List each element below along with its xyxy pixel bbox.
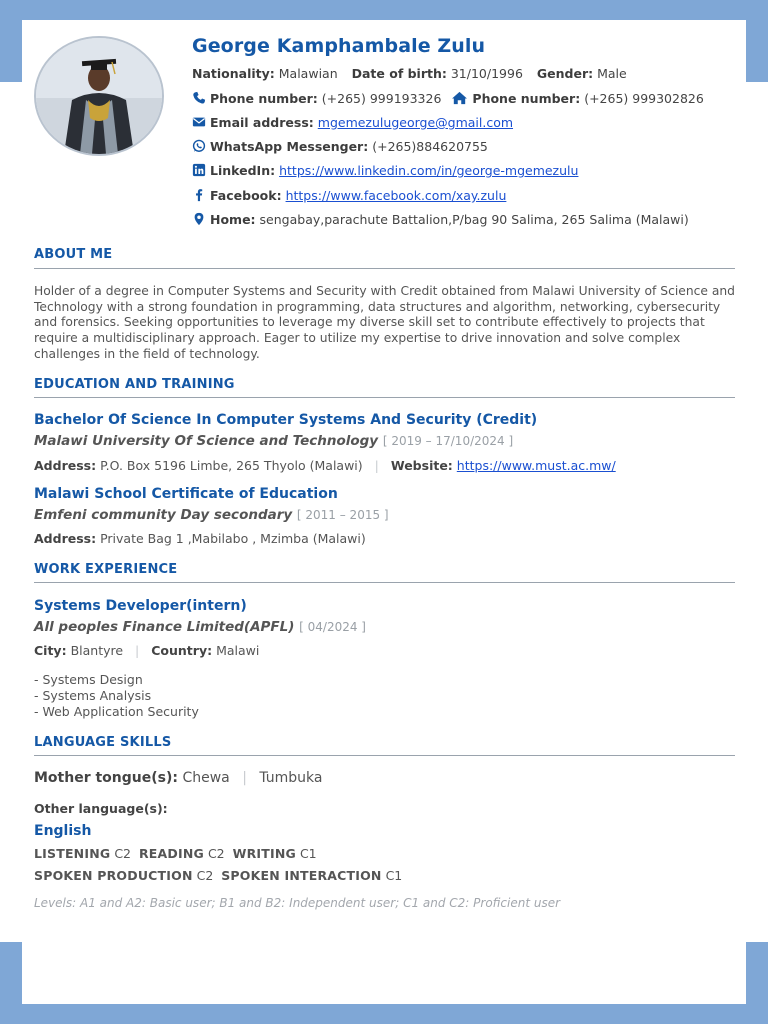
separator: | [374, 458, 379, 473]
company-line [34, 619, 366, 635]
certificate-title: Malawi School Certificate of Education [34, 486, 338, 502]
whatsapp-value: (+265)884620755 [372, 139, 488, 154]
school-name: Emfeni community Day secondary [34, 507, 293, 523]
school-address-row [34, 531, 366, 546]
address-value: P.O. Box 5196 Limbe, 265 Thyolo (Malawi) [100, 458, 363, 473]
institution-address-row [34, 458, 616, 473]
about-text: Holder of a degree in Computer Systems and Security with Credit obtained from Malawi University of Science and Technology with a strong foundation in programming, data structures and algorithm, networking, cybersecurity and forensics. Seeking opportunities to leverage my diverse skill set to contribute effectively to projects that require a multidisciplinary approach. Eager to utilize my expertise to drive innovation and solve complex challenges in the field of technology. [34, 284, 735, 361]
website-link[interactable]: https://www.must.ac.mw/ [456, 458, 616, 473]
work-heading: WORK EXPERIENCE [34, 562, 178, 577]
levels-note: Levels: A1 and A2: Basic user; B1 and B2: Independent user; C1 and C2: Proficient user [34, 896, 561, 910]
comprehension-skills-row [34, 846, 317, 861]
facebook-row [192, 188, 506, 203]
company-name: All peoples Finance Limited(APFL) [34, 619, 295, 635]
linkedin-label: LinkedIn: [210, 163, 276, 178]
facebook-link[interactable]: https://www.facebook.com/xay.zulu [285, 188, 507, 203]
list-item: - Systems Analysis [34, 688, 152, 703]
degree-dates: [ 2019 – 17/10/2024 ] [382, 434, 514, 448]
mother-tongue-2: Tumbuka [259, 770, 323, 786]
dob-label: Date of birth: [351, 66, 447, 81]
country-value: Malawi [216, 643, 260, 658]
separator: | [242, 770, 247, 786]
school-line [34, 507, 389, 523]
phone-1-label: Phone number: [210, 91, 318, 106]
address-value: Private Bag 1 ,Mabilabo , Mzimba (Malawi) [100, 531, 366, 546]
email-row [192, 115, 513, 130]
phone-icon [192, 91, 206, 105]
facebook-icon [192, 188, 206, 202]
nationality-value: Malawian [278, 66, 338, 81]
dob-value: 31/10/1996 [450, 66, 523, 81]
about-divider [34, 268, 735, 269]
gender-value: Male [597, 66, 627, 81]
reading-level: C2 [207, 846, 225, 861]
phone-row [192, 91, 704, 106]
job-dates: [ 04/2024 ] [299, 620, 366, 634]
listening-label: LISTENING [34, 846, 111, 861]
other-language-name: English [34, 823, 92, 839]
home-row [192, 212, 689, 227]
linkedin-link[interactable]: https://www.linkedin.com/in/george-mgemezulu [279, 163, 579, 178]
resume-page [22, 20, 746, 1004]
location-pin-icon [192, 212, 206, 226]
city-label: City: [34, 643, 67, 658]
personal-details-row [192, 66, 627, 81]
other-language-label: Other language(s): [34, 801, 168, 816]
website-label: Website: [390, 458, 453, 473]
list-item: - Web Application Security [34, 704, 199, 719]
writing-level: C1 [299, 846, 317, 861]
spoken-interaction-level: C1 [385, 868, 403, 883]
candidate-name: George Kamphambale Zulu [192, 35, 486, 57]
home-phone-icon [451, 91, 468, 105]
job-title: Systems Developer(intern) [34, 598, 247, 614]
city-value: Blantyre [70, 643, 124, 658]
language-divider [34, 755, 735, 756]
home-label: Home: [210, 212, 256, 227]
address-label: Address: [34, 458, 97, 473]
mother-tongue-1: Chewa [182, 770, 230, 786]
envelope-icon [192, 115, 206, 129]
email-link[interactable]: mgemezulugeorge@gmail.com [317, 115, 514, 130]
left-margin [0, 82, 22, 942]
gender-label: Gender: [536, 66, 594, 81]
institution-line [34, 433, 513, 449]
whatsapp-label: WhatsApp Messenger: [210, 139, 369, 154]
work-divider [34, 582, 735, 583]
phone-2-value: (+265) 999302826 [584, 91, 704, 106]
separator: | [135, 643, 140, 658]
spoken-production-level: C2 [196, 868, 214, 883]
listening-level: C2 [114, 846, 131, 861]
writing-label: WRITING [232, 846, 296, 861]
school-dates: [ 2011 – 2015 ] [296, 508, 389, 522]
right-margin [746, 82, 768, 942]
spoken-interaction-label: SPOKEN INTERACTION [221, 868, 382, 883]
about-heading: ABOUT ME [34, 247, 113, 262]
degree-title: Bachelor Of Science In Computer Systems And Security (Credit) [34, 412, 538, 428]
linkedin-row [192, 163, 578, 178]
job-duties-list [34, 672, 199, 720]
phone-2-label: Phone number: [472, 91, 581, 106]
whatsapp-row [192, 139, 488, 154]
address-label: Address: [34, 531, 97, 546]
phone-1-value: (+265) 999193326 [321, 91, 442, 106]
mother-tongue-label: Mother tongue(s): [34, 770, 178, 786]
spoken-production-label: SPOKEN PRODUCTION [34, 868, 193, 883]
reading-label: READING [138, 846, 204, 861]
institution-name: Malawi University Of Science and Technology [34, 433, 379, 449]
whatsapp-icon [192, 139, 206, 153]
spoken-skills-row [34, 868, 402, 883]
facebook-label: Facebook: [210, 188, 282, 203]
email-label: Email address: [210, 115, 314, 130]
home-value: sengabay,parachute Battalion,P/bag 90 Salima, 265 Salima (Malawi) [259, 212, 689, 227]
country-label: Country: [151, 643, 213, 658]
list-item: - Systems Design [34, 672, 143, 687]
education-divider [34, 397, 735, 398]
profile-photo [34, 36, 164, 156]
nationality-label: Nationality: [192, 66, 275, 81]
mother-tongue-row [34, 770, 323, 786]
linkedin-icon [192, 163, 206, 177]
education-heading: EDUCATION AND TRAINING [34, 377, 235, 392]
language-heading: LANGUAGE SKILLS [34, 735, 172, 750]
job-location-row [34, 643, 259, 658]
